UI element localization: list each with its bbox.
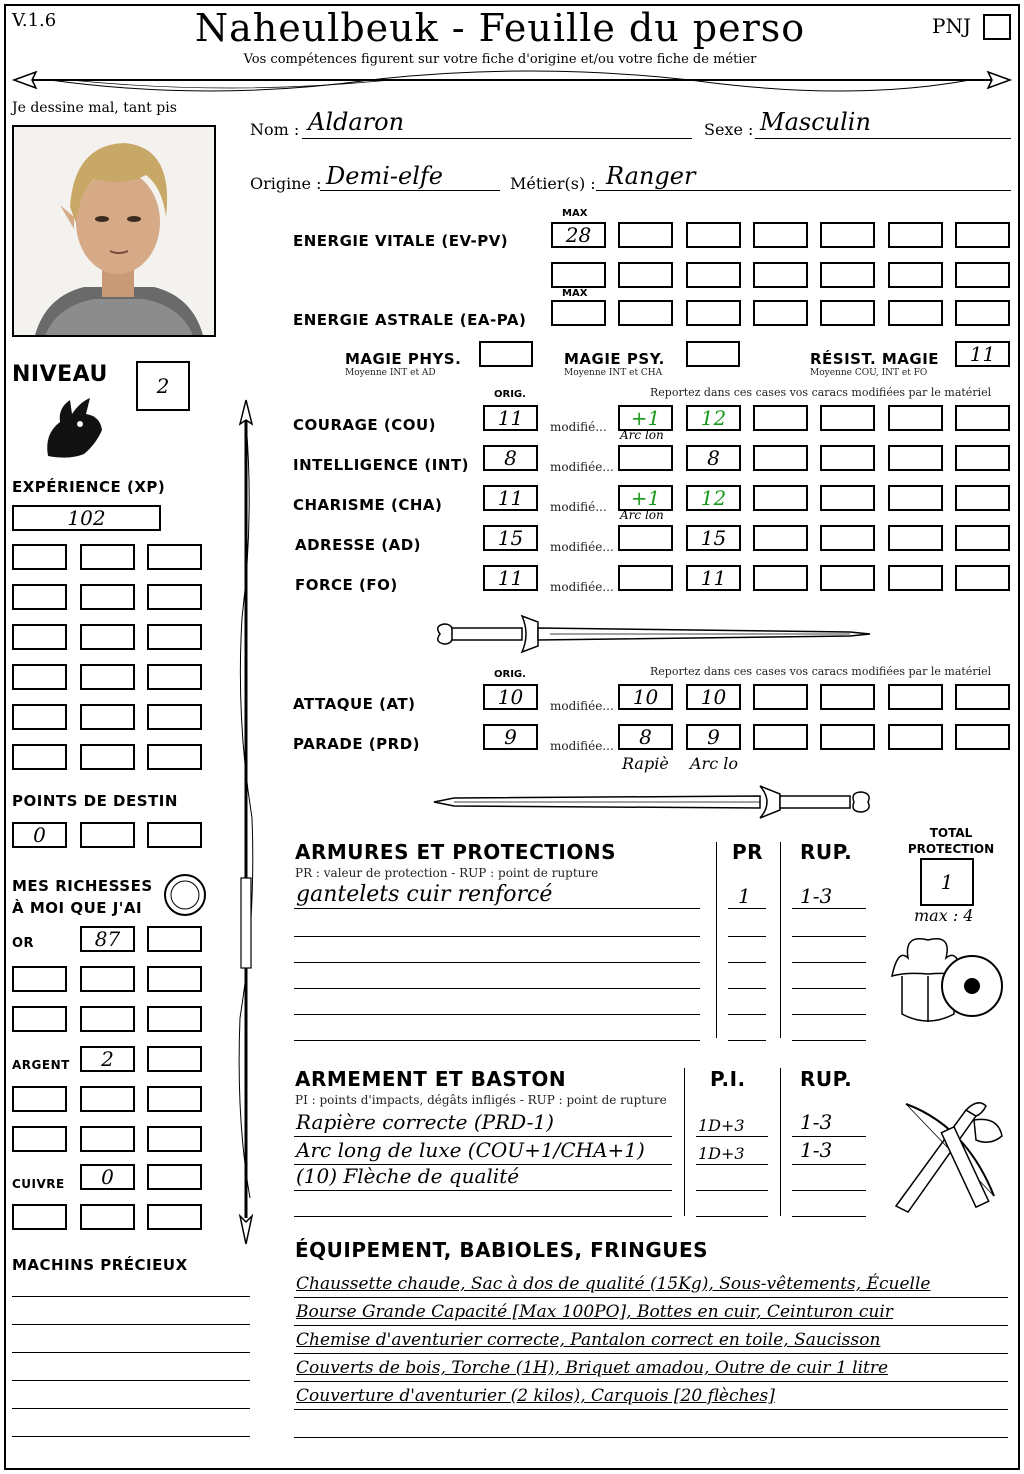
combat-box[interactable] (753, 724, 808, 750)
arme-line (294, 1190, 672, 1191)
arme-item-pi[interactable]: 1D+3 (698, 1144, 745, 1163)
equipement-rule (294, 1381, 1008, 1382)
arme-pi-line (696, 1136, 768, 1137)
machins-label: MACHINS PRÉCIEUX (12, 1256, 188, 1274)
combat-modifee-label: modifiée... (550, 699, 614, 713)
xp-cell[interactable] (147, 744, 202, 770)
metier-underline (596, 190, 1011, 191)
ev-box[interactable] (955, 222, 1010, 248)
arme-pi-line (696, 1216, 768, 1217)
resist-magie-box[interactable]: 11 (955, 341, 1010, 367)
ev-box[interactable] (820, 222, 875, 248)
armure-line (294, 1040, 700, 1041)
armure-line (294, 936, 700, 937)
total-protection-max: max : 4 (914, 906, 974, 925)
argent-box[interactable] (12, 1126, 67, 1152)
ea-max-label: MAX (562, 288, 588, 299)
arme-pi-line (696, 1164, 768, 1165)
carac-mod-cou[interactable]: +1 (618, 405, 673, 431)
portrait-caption: Je dessine mal, tant pis (12, 100, 177, 116)
xp-box[interactable]: 102 (12, 505, 161, 531)
carac-modifee-label: modifiée... (550, 460, 614, 474)
pnj-label: PNJ (932, 14, 971, 38)
machins-line (12, 1352, 250, 1353)
armures-title: ARMURES ET PROTECTIONS (295, 840, 616, 864)
ev-box[interactable] (618, 262, 673, 288)
carac-box[interactable] (820, 405, 875, 431)
magie-phys-label: MAGIE PHYS. (345, 350, 462, 368)
nom-value[interactable]: Aldaron (308, 108, 405, 136)
machins-line (12, 1324, 250, 1325)
carac-mod-note-cha: Arc lon (620, 508, 664, 522)
ea-label: ENERGIE ASTRALE (EA-PA) (293, 311, 527, 329)
carac-label-cou: COURAGE (COU) (293, 416, 437, 434)
sexe-value[interactable]: Masculin (760, 108, 871, 136)
armure-rup-line (792, 936, 866, 937)
richesses-label-2: À MOI QUE J'AI (12, 899, 143, 917)
xp-cell[interactable] (12, 544, 67, 570)
argent-label: ARGENT (12, 1058, 70, 1072)
armure-pr-line (728, 988, 766, 989)
sexe-underline (755, 138, 1011, 139)
ev-box[interactable] (686, 222, 741, 248)
destin-box[interactable] (80, 822, 135, 848)
xp-cell[interactable] (12, 624, 67, 650)
xp-cell[interactable] (80, 584, 135, 610)
parade-label: PARADE (PRD) (293, 735, 421, 753)
arme-rup-line (792, 1216, 866, 1217)
nom-label: Nom : (250, 120, 300, 139)
magie-psy-box[interactable] (686, 341, 740, 367)
machins-line (12, 1380, 250, 1381)
pnj-checkbox[interactable] (983, 14, 1011, 40)
carac-val-ad[interactable]: 15 (686, 525, 741, 551)
carac-val-cou[interactable]: 12 (686, 405, 741, 431)
argent-box[interactable] (80, 1086, 135, 1112)
destin-label: POINTS DE DESTIN (12, 792, 178, 810)
parade-val[interactable]: 9 (686, 724, 741, 750)
or-label: OR (12, 936, 35, 951)
armure-pr-line (728, 1040, 766, 1041)
spear-icon (232, 398, 260, 1246)
carac-box[interactable] (753, 565, 808, 591)
sword-icon (430, 612, 874, 656)
arme-pi-line (696, 1190, 768, 1191)
armure-item-name[interactable]: gantelets cuir renforcé (296, 882, 553, 907)
armures-sub: PR : valeur de protection - RUP : point de rupture (295, 866, 599, 880)
cuivre-label: CUIVRE (12, 1177, 65, 1191)
arme-item-name[interactable]: Rapière correcte (PRD-1) (296, 1110, 554, 1134)
ev-box[interactable] (686, 262, 741, 288)
armement-divider (780, 1068, 781, 1216)
armures-divider (716, 842, 717, 1038)
armure-rup-line (792, 908, 866, 909)
attaque-label: ATTAQUE (AT) (293, 695, 416, 713)
nom-underline (302, 138, 692, 139)
total-protection-box[interactable]: 1 (920, 858, 974, 906)
xp-cell[interactable] (80, 664, 135, 690)
magie-psy-sub: Moyenne INT et CHA (564, 368, 663, 378)
ea-max-box[interactable] (551, 300, 606, 326)
equipement-line[interactable]: Couverts de bois, Torche (1H), Briquet amadou, Outre de cuir 1 litre (296, 1358, 889, 1378)
attaque-mod[interactable]: 10 (618, 684, 673, 710)
ea-box[interactable] (955, 300, 1010, 326)
xp-cell[interactable] (147, 624, 202, 650)
equipement-rule (294, 1325, 1008, 1326)
equipement-line[interactable]: Couverture d'aventurier (2 kilos), Carquois [20 flèches] (296, 1386, 775, 1406)
origine-underline (320, 190, 500, 191)
xp-cell[interactable] (147, 704, 202, 730)
xp-cell[interactable] (12, 704, 67, 730)
ev-box[interactable] (551, 262, 606, 288)
carac-label-ad: ADRESSE (AD) (295, 536, 422, 554)
equipement-rule (294, 1437, 1008, 1438)
armure-rup-line (792, 988, 866, 989)
parade-orig[interactable]: 9 (483, 724, 538, 750)
ea-box[interactable] (753, 300, 808, 326)
origine-value[interactable]: Demi-elfe (326, 162, 443, 190)
carac-box[interactable] (820, 565, 875, 591)
ev-max-label: MAX (562, 208, 588, 219)
carac-box[interactable] (888, 445, 943, 471)
equipement-line[interactable]: Chaussette chaude, Sac à dos de qualité (15Kg), Sous-vêtements, Écuelle (296, 1274, 931, 1294)
or-box[interactable] (12, 1006, 67, 1032)
equipement-line[interactable]: Chemise d'aventurier correcte, Pantalon correct en toile, Saucisson (296, 1330, 881, 1350)
portrait-frame (12, 125, 216, 337)
argent-box[interactable] (12, 1086, 67, 1112)
spear-divider-icon (10, 66, 1014, 102)
argent-box[interactable] (147, 1086, 202, 1112)
armure-pr-line (728, 962, 766, 963)
metier-value[interactable]: Ranger (606, 162, 696, 190)
armure-pr-line (728, 908, 766, 909)
parade-note-rapiere: Rapiè (622, 754, 669, 773)
combat-modifee-label: modifiée... (550, 739, 614, 753)
parade-mod[interactable]: 8 (618, 724, 673, 750)
ev-box[interactable] (955, 262, 1010, 288)
cuivre-box[interactable] (147, 1204, 202, 1230)
arme-rup-line (792, 1190, 866, 1191)
destin-box[interactable]: 0 (12, 822, 67, 848)
or-box[interactable] (80, 966, 135, 992)
carac-val-fo[interactable]: 11 (686, 565, 741, 591)
xp-cell[interactable] (12, 744, 67, 770)
xp-cell[interactable] (147, 584, 202, 610)
carac-val-int[interactable]: 8 (686, 445, 741, 471)
carac-mod-ad[interactable] (618, 525, 673, 551)
ea-box[interactable] (618, 300, 673, 326)
combat-box[interactable] (820, 724, 875, 750)
arme-item-name[interactable]: Arc long de luxe (COU+1/CHA+1) (296, 1138, 645, 1162)
carac-modifee-label: modifiée... (550, 580, 614, 594)
ev-label: ENERGIE VITALE (EV-PV) (293, 232, 509, 250)
combat-box[interactable] (888, 724, 943, 750)
armures-pr-label: PR (732, 840, 764, 864)
carac-label-cha: CHARISME (CHA) (293, 496, 443, 514)
carac-label-fo: FORCE (FO) (295, 576, 398, 594)
carac-box[interactable] (753, 445, 808, 471)
machins-line (12, 1296, 250, 1297)
machins-line (12, 1408, 250, 1409)
resist-magie-sub: Moyenne COU, INT et FO (810, 368, 928, 378)
niveau-label: NIVEAU (12, 362, 108, 387)
metier-label: Métier(s) : (510, 174, 596, 193)
arme-item-name[interactable]: (10) Flèche de qualité (296, 1164, 520, 1188)
carac-box[interactable] (888, 485, 943, 511)
ev-box[interactable] (820, 262, 875, 288)
carac-orig-fo[interactable]: 11 (483, 565, 538, 591)
combat-box[interactable] (955, 724, 1010, 750)
magie-phys-sub: Moyenne INT et AD (345, 368, 436, 378)
or-box[interactable] (80, 1006, 135, 1032)
armure-line (294, 988, 700, 989)
version-label: V.1.6 (12, 10, 57, 31)
combat-reportez-note: Reportez dans ces cases vos caracs modifiées par le matériel (650, 665, 992, 678)
carac-box[interactable] (955, 485, 1010, 511)
ea-box[interactable] (820, 300, 875, 326)
cuivre-box[interactable] (147, 1164, 202, 1190)
armure-line (294, 1014, 700, 1015)
armement-title: ARMEMENT ET BASTON (295, 1067, 567, 1091)
character-portrait-image (14, 127, 216, 337)
combat-box[interactable] (955, 684, 1010, 710)
armure-rup-line (792, 962, 866, 963)
carac-orig-cou[interactable]: 11 (483, 405, 538, 431)
helmet-shield-icon (888, 928, 1006, 1034)
machins-line (12, 1436, 250, 1437)
carac-modif-label: modifié... (550, 420, 607, 434)
xp-cell[interactable] (80, 704, 135, 730)
xp-cell[interactable] (80, 624, 135, 650)
armure-pr-line (728, 936, 766, 937)
equipement-rule (294, 1297, 1008, 1298)
xp-cell[interactable] (147, 544, 202, 570)
armement-divider (684, 1068, 685, 1216)
carac-val-cha[interactable]: 12 (686, 485, 741, 511)
ev-box[interactable] (888, 222, 943, 248)
cuivre-box[interactable]: 0 (80, 1164, 135, 1190)
armement-sub: PI : points d'impacts, dégâts infligés - RUP : point de rupture (295, 1093, 667, 1107)
destin-box[interactable] (147, 822, 202, 848)
carac-mod-note-cou: Arc lon (620, 428, 664, 442)
ea-box[interactable] (888, 300, 943, 326)
ev-box[interactable] (888, 262, 943, 288)
ev-box[interactable] (753, 222, 808, 248)
parade-note-arc: Arc lo (690, 754, 738, 773)
or-box[interactable] (147, 966, 202, 992)
caracs-orig-label: ORIG. (494, 389, 526, 400)
equipement-rule (294, 1409, 1008, 1410)
richesses-label-1: MES RICHESSES (12, 877, 153, 895)
xp-cell[interactable] (12, 664, 67, 690)
or-box[interactable] (147, 1006, 202, 1032)
page-title: Naheulbeuk - Feuille du perso (194, 6, 806, 50)
sword-icon (430, 780, 874, 824)
carac-orig-ad[interactable]: 15 (483, 525, 538, 551)
carac-orig-cha[interactable]: 11 (483, 485, 538, 511)
coin-icon (162, 872, 208, 918)
total-protection-label-1: TOTAL (929, 826, 973, 840)
carac-box[interactable] (955, 405, 1010, 431)
arme-line (294, 1136, 672, 1137)
page-subtitle: Vos compétences figurent sur votre fiche d'origine et/ou votre fiche de métier (243, 52, 757, 67)
origine-label: Origine : (250, 174, 322, 193)
carac-modifee-label: modifiée... (550, 540, 614, 554)
or-box[interactable]: 87 (80, 926, 135, 952)
carac-box[interactable] (820, 485, 875, 511)
equipement-title: ÉQUIPEMENT, BABIOLES, FRINGUES (295, 1238, 709, 1262)
armure-rup-line (792, 1014, 866, 1015)
carac-box[interactable] (820, 445, 875, 471)
or-box[interactable] (12, 966, 67, 992)
equipement-line[interactable]: Bourse Grande Capacité [Max 100PO], Bottes en cuir, Ceinturon cuir (296, 1302, 893, 1322)
carac-mod-int[interactable] (618, 445, 673, 471)
ea-box[interactable] (686, 300, 741, 326)
ev-box[interactable] (753, 262, 808, 288)
carac-box[interactable] (955, 565, 1010, 591)
armement-pi-label: P.I. (710, 1067, 746, 1091)
arme-rup-line (792, 1164, 866, 1165)
arme-item-rup[interactable]: 1-3 (800, 1110, 833, 1134)
carac-modif-label: modifié... (550, 500, 607, 514)
argent-box[interactable] (147, 1126, 202, 1152)
xp-cell[interactable] (80, 544, 135, 570)
arme-line (294, 1216, 672, 1217)
attaque-val[interactable]: 10 (686, 684, 741, 710)
armure-item-pr[interactable]: 1 (738, 884, 751, 908)
weapons-icon (886, 1096, 1008, 1216)
argent-box[interactable]: 2 (80, 1046, 135, 1072)
armure-rup-line (792, 1040, 866, 1041)
or-box[interactable] (147, 926, 202, 952)
carac-box[interactable] (753, 485, 808, 511)
cuivre-box[interactable] (80, 1204, 135, 1230)
dragon-icon (40, 394, 108, 464)
carac-box[interactable] (753, 525, 808, 551)
argent-box[interactable] (80, 1126, 135, 1152)
magie-psy-label: MAGIE PSY. (564, 350, 665, 368)
armures-divider (780, 842, 781, 1038)
carac-box[interactable] (753, 405, 808, 431)
cuivre-box[interactable] (12, 1204, 67, 1230)
carac-box[interactable] (955, 445, 1010, 471)
caracs-reportez-note: Reportez dans ces cases vos caracs modifiées par le matériel (650, 386, 992, 399)
carac-orig-int[interactable]: 8 (483, 445, 538, 471)
arme-item-pi[interactable]: 1D+3 (698, 1116, 745, 1135)
attaque-orig[interactable]: 10 (483, 684, 538, 710)
equipement-rule (294, 1353, 1008, 1354)
ev-box[interactable] (618, 222, 673, 248)
armure-line (294, 962, 700, 963)
resist-magie-label: RÉSIST. MAGIE (810, 350, 940, 368)
armures-rup-label: RUP. (800, 840, 853, 864)
xp-label: EXPÉRIENCE (XP) (12, 478, 166, 496)
armure-item-rup[interactable]: 1-3 (800, 884, 833, 908)
xp-cell[interactable] (147, 664, 202, 690)
armement-rup-label: RUP. (800, 1067, 853, 1091)
carac-label-int: INTELLIGENCE (INT) (293, 456, 469, 474)
armure-line (294, 908, 700, 909)
carac-mod-fo[interactable] (618, 565, 673, 591)
xp-cell[interactable] (80, 744, 135, 770)
sexe-label: Sexe : (704, 120, 754, 139)
combat-box[interactable] (753, 684, 808, 710)
magie-phys-box[interactable] (479, 341, 533, 367)
combat-box[interactable] (888, 684, 943, 710)
xp-cell[interactable] (12, 584, 67, 610)
armure-pr-line (728, 1014, 766, 1015)
arme-rup-line (792, 1136, 866, 1137)
carac-box[interactable] (820, 525, 875, 551)
carac-box[interactable] (888, 525, 943, 551)
carac-box[interactable] (955, 525, 1010, 551)
carac-box[interactable] (888, 405, 943, 431)
carac-mod-cha[interactable]: +1 (618, 485, 673, 511)
combat-box[interactable] (820, 684, 875, 710)
combat-orig-label: ORIG. (494, 669, 526, 680)
niveau-box[interactable]: 2 (136, 361, 190, 411)
arme-item-rup[interactable]: 1-3 (800, 1138, 833, 1162)
total-protection-label-2: PROTECTION (907, 842, 995, 856)
carac-box[interactable] (888, 565, 943, 591)
argent-box[interactable] (147, 1046, 202, 1072)
ev-max-box[interactable]: 28 (551, 222, 606, 248)
